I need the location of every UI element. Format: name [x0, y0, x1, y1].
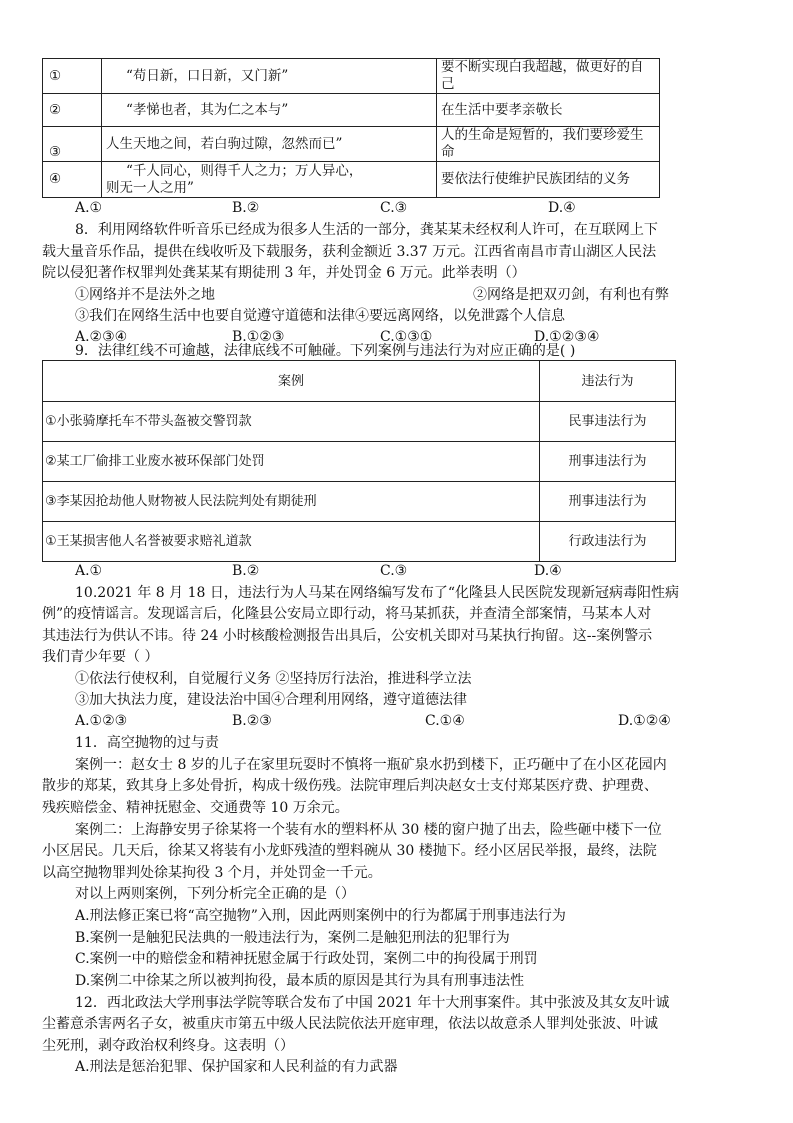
- quote-cell: [102, 162, 437, 198]
- table-row: [43, 162, 660, 198]
- row-number: ④: [43, 162, 102, 198]
- type-cell: 民事违法行为: [540, 402, 676, 442]
- case-table: [42, 360, 676, 562]
- case-cell: ①王某损害他人名誉被要求赔礼道款: [43, 522, 540, 562]
- column-header: 案例: [43, 361, 540, 402]
- option-c[interactable]: C.①③①: [380, 329, 433, 345]
- meaning-cell: 在生活中要孝亲敬长: [437, 94, 660, 127]
- q11-case: 案例一：赵女士 8 岁的儿子在家里玩耍时不慎将一瓶矿泉水扔到楼下，正巧砸中了在小区花园内: [75, 757, 667, 773]
- row-number: ③: [43, 127, 102, 162]
- row-number: ②: [43, 94, 102, 127]
- q11-case: 小区居民。几天后，徐某又将装有小龙虾残渣的塑料碗从 30 楼抛下。经小区居民举报，最终，法院: [42, 843, 657, 859]
- q11-case: 以高空抛物罪判处徐某拘役 3 个月，并处罚金一千元。: [42, 865, 382, 881]
- table-row: [43, 127, 660, 162]
- q8-stem: 院以侵犯著作权罪判处龚某某有期徒刑 3 年，并处罚金 6 万元。此举表明（）: [42, 265, 526, 281]
- option-d[interactable]: D.④: [534, 563, 562, 579]
- table-row: [43, 59, 660, 94]
- table-row: [43, 522, 676, 562]
- q10-stem: 我们青少年要（ ）: [42, 649, 159, 665]
- statement: ②网络是把双刃剑，有利也有弊: [473, 287, 669, 303]
- statement: ①网络并不是法外之地: [75, 287, 215, 303]
- statement: ③加大执法力度，建设法治中国④合理利用网络，遵守道德法律: [75, 692, 467, 708]
- type-cell: 刑事违法行为: [540, 482, 676, 522]
- q12-stem: 尘蓄意杀害两名子女，被重庆市第五中级人民法院依法开庭审理，依法以故意杀人罪判处张波、叶诚: [42, 1016, 658, 1032]
- q8-stem: 载大量音乐作品，提供在线收听及下载服务，获利金额近 3.37 万元。江西省南昌市青山湖区人民法: [42, 244, 657, 260]
- table-row: [43, 442, 676, 482]
- option-a[interactable]: A.①②③: [75, 713, 128, 729]
- option-b[interactable]: B.②: [232, 563, 260, 579]
- option-d[interactable]: D.④: [548, 200, 576, 216]
- option-c[interactable]: C.①④: [425, 713, 465, 729]
- q11-title: 11．高空抛物的过与责: [75, 735, 219, 751]
- table-row: [43, 482, 676, 522]
- q11-ask: 对以上两则案例，下列分析完全正确的是（）: [75, 886, 355, 902]
- option-d[interactable]: D.①②③④: [534, 329, 600, 345]
- option-d[interactable]: D.①②④: [618, 713, 671, 729]
- q9-stem: 9．法律红线不可逾越，法律底线不可触碰。下列案例与违法行为对应正确的是( ): [75, 343, 576, 359]
- q10-stem: 例”的疫情谣言。发现谣言后，化隆县公安局立即行动，将马某抓获，并查清全部案情，马某本人对: [42, 606, 652, 622]
- option-b[interactable]: B.案例一是触犯民法典的一般违法行为，案例二是触犯刑法的犯罪行为: [75, 930, 510, 946]
- quote-cell: “苟日新，口日新，又门新”: [102, 59, 437, 94]
- option-b[interactable]: B.②③: [232, 713, 272, 729]
- table-row: [43, 402, 676, 442]
- case-cell: ①小张骑摩托车不带头盔被交警罚款: [43, 402, 540, 442]
- q10-stem: 10.2021 年 8 月 18 日，违法行为人马某在网络编写发布了“化隆县人民医院发现新冠病毒阳性病: [75, 585, 680, 601]
- q10-stem: 其违法行为供认不讳。待 24 小时核酸检测报告出具后，公安机关即对马某执行拘留。这--案例警示: [42, 628, 653, 644]
- quote-line: “千人同心，则得千人之力；万人异心，: [126, 162, 363, 179]
- option-a[interactable]: A.①: [75, 200, 103, 216]
- quote-line: 则无一人之用”: [106, 179, 194, 196]
- option-c[interactable]: C.案例一中的赔偿金和精神抚慰金属于行政处罚，案例二中的拘役属于刑罚: [75, 951, 538, 967]
- statement: ③我们在网络生活中也要自觉遵守道德和法律④要远离网络，以免泄露个人信息: [75, 308, 565, 324]
- q8-stem: 8．利用网络软件听音乐已经成为很多人生活的一部分，龚某某未经权利人许可，在互联网上下: [75, 222, 658, 238]
- meaning-cell: 要依法行使维护民族团结的义务: [437, 162, 660, 198]
- type-cell: 行政违法行为: [540, 522, 676, 562]
- q11-case: 案例二：上海静安男子徐某将一个装有水的塑料杯从 30 楼的窗户抛了出去，险些砸中楼下一位: [75, 822, 662, 838]
- option-c[interactable]: C.③: [380, 200, 408, 216]
- option-a[interactable]: A.②③④: [75, 329, 128, 345]
- meaning-cell: 人的生命是短暂的，我们要珍爱生命: [437, 127, 660, 162]
- case-cell: ③李某因抢劫他人财物被人民法院判处有期徒刑: [43, 482, 540, 522]
- column-header: 违法行为: [540, 361, 676, 402]
- q12-stem: 12．西北政法大学刑事法学院等联合发布了中国 2021 年十大刑事案件。其中张波及其女友叶诚: [75, 995, 670, 1011]
- quote-cell: “孝悌也者，其为仁之本与”: [102, 94, 437, 127]
- q11-case: 残疾赔偿金、精神抚慰金、交通费等 10 万余元。: [42, 800, 349, 816]
- quote-cell: 人生天地之间，若白驹过隙，忽然而已”: [102, 127, 437, 162]
- meaning-cell: 要不断实现白我超越，做更好的自己: [437, 59, 660, 94]
- type-cell: 刑事违法行为: [540, 442, 676, 482]
- statement: ①依法行使权利，自觉履行义务 ②坚持厉行法治，推进科学立法: [75, 671, 472, 687]
- q12-stem: 尘死刑，剥夺政治权利终身。这表明（）: [42, 1038, 294, 1054]
- case-cell: ②某工厂偷排工业废水被环保部门处罚: [43, 442, 540, 482]
- option-a[interactable]: A.刑法是惩治犯罪、保护国家和人民利益的有力武器: [75, 1059, 398, 1075]
- option-a[interactable]: A.①: [75, 563, 103, 579]
- option-b[interactable]: B.②: [232, 200, 260, 216]
- quote-table: [42, 58, 660, 198]
- q11-case: 散步的郑某，致其身上多处骨折，构成十级伤残。法院审理后判决赵女士支付郑某医疗费、护理费、: [42, 778, 658, 794]
- option-d[interactable]: D.案例二中徐某之所以被判拘役，最本质的原因是其行为具有刑事违法性: [75, 973, 525, 989]
- option-a[interactable]: A.刑法修正案已将“高空抛物”入刑，因此两则案例中的行为都属于刑事违法行为: [75, 908, 566, 924]
- table-row: [43, 94, 660, 127]
- table-header-row: [43, 361, 676, 402]
- option-c[interactable]: C.③: [380, 563, 408, 579]
- option-b[interactable]: B.①②③: [232, 329, 285, 345]
- row-number: ①: [43, 59, 102, 94]
